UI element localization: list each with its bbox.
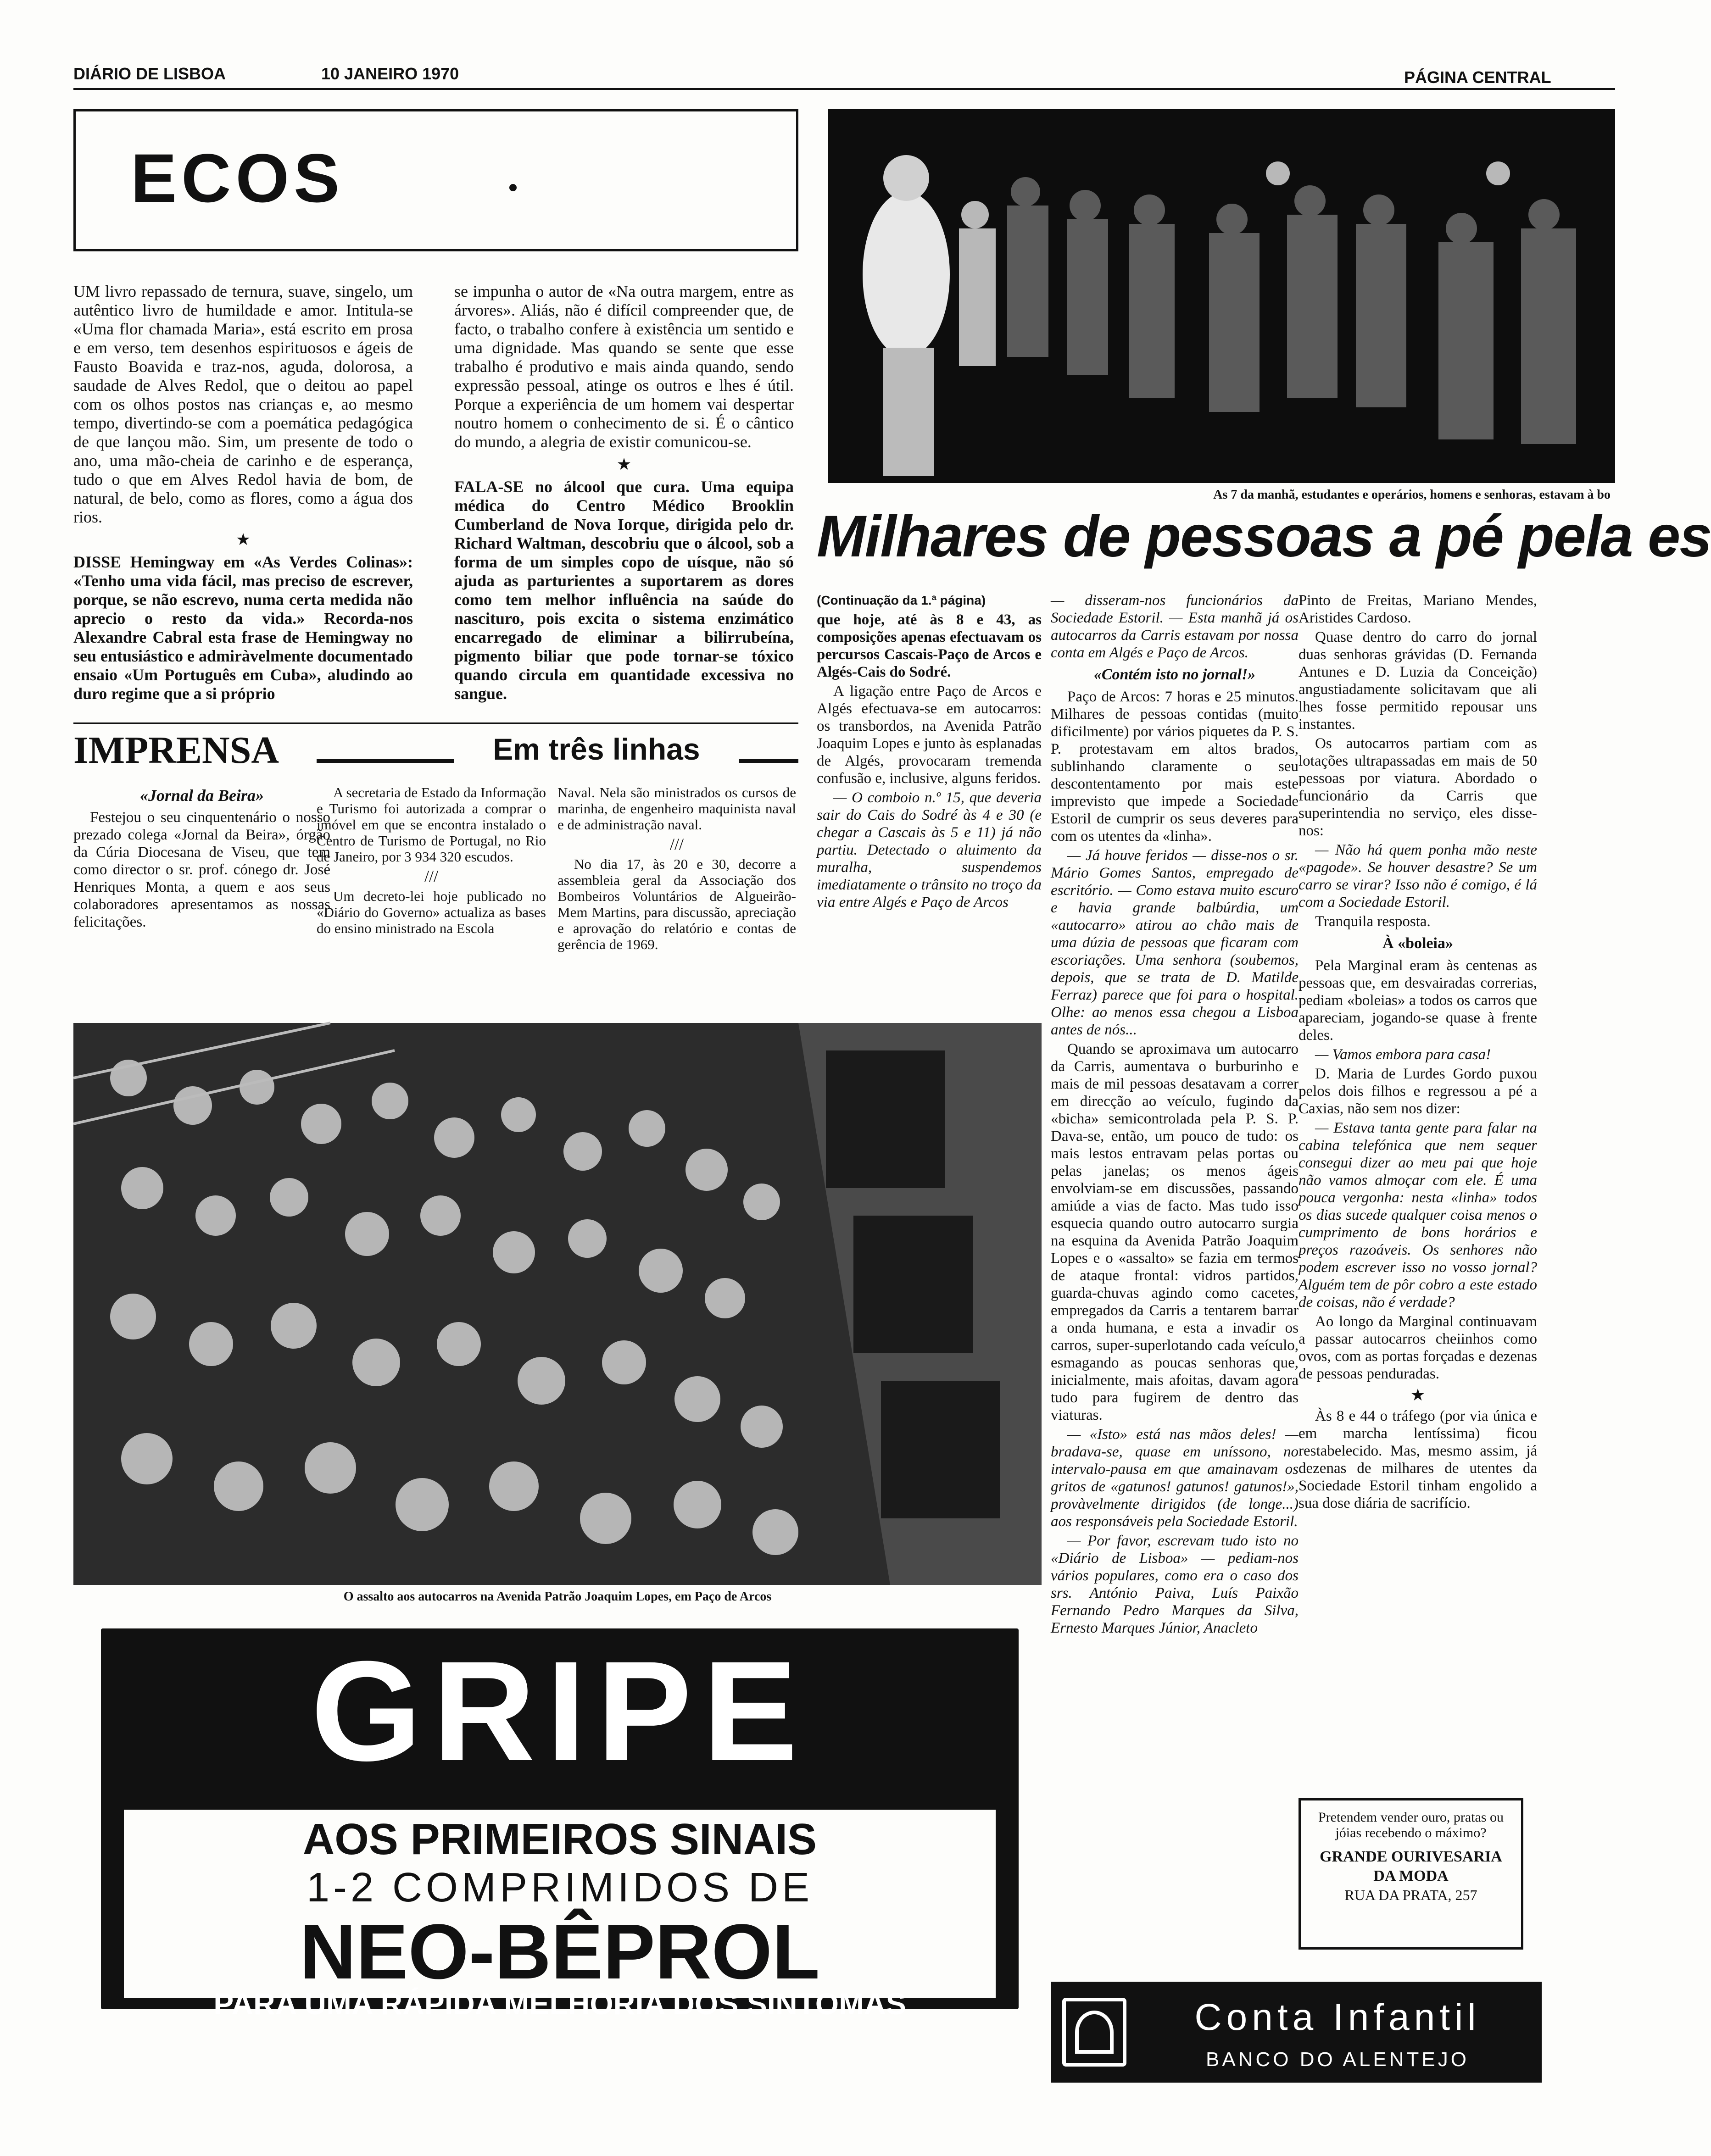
article-para: A ligação entre Paço de Arcos e Algés efectuava-se em autocarros: os transbordos, na Avenida Patrão Joaquim Lopes e junto às esplanadas de Algés, provocaram tremenda confusão e, inclusive, alguns feridos. xyxy=(817,683,1042,787)
article-para: Pela Marginal eram às centenas as pessoas que, em desvairadas correrias, pediam «boleias» a todos os carros que apareciam, jogando-se quase à frente deles. xyxy=(1299,957,1537,1044)
article-para: D. Maria de Lurdes Gordo puxou pelos dois filhos e regressou a pé a Caxias, não sem nos dizer: xyxy=(1299,1066,1537,1117)
article-para: — Por favor, escrevam tudo isto no «Diário de Lisboa» — pediam-nos vários populares, como era o caso dos srs. António Paiva, Luís Paixão Fernando Pedro Marques da Silva, Ernesto Marques Júnior, Anacleto xyxy=(1051,1533,1299,1636)
ecos-item-alcohol: FALA-SE no álcool que cura. Uma equipa médica do Centro Médico Brooklin Cumberland de Nova Iorque, dirigida pelo dr. Richard Waltman, descobriu que o álcool, sob a forma de um simples copo de uísque, não só ajuda as parturientes a suportarem as dores como tem melhor influência na saúde do nascituro, pois excita o sistema enzimático encarregado de eliminar a bilirrubeína, pigmento biliar que pode tornar-se tóxico quando circula em quantidade excessiva no sangue. xyxy=(454,478,794,703)
article-para: — «Isto» está nas mãos deles! — bradava-se, quase em uníssono, no intervalo-pausa em que amainavam os gritos de «gatunos! gatunos! gatunos!», provàvelmente dirigidos (de longe...) aos responsáveis pela Sociedade Estoril. xyxy=(1051,1426,1299,1530)
imprensa-subtitle: «Jornal da Beira» xyxy=(139,786,264,805)
article-para: Pinto de Freitas, Mariano Mendes, Aristides Cardoso. xyxy=(1299,592,1537,626)
ecos-dot xyxy=(509,184,517,191)
article-lead: que hoje, até às 8 e 43, as composições apenas efectuavam os percursos Cascais-Paço de Arcos e Algés-Cais do Sodré. xyxy=(817,611,1042,680)
gripe-ad-panel xyxy=(124,1810,996,1998)
item-separator: /// xyxy=(424,867,438,885)
article-para: — Vamos embora para casa! xyxy=(1315,1046,1491,1063)
article-para: — Estava tanta gente para falar na cabina telefónica que nem sequer consegui dizer ao meu pai que hoje não vamos almoçar com ele. É uma pouca vergonha: nesta «linha» todos os dias sucede qualquer coisa menos o cumprimento de bons horários e preços razoáveis. Os senhores não podem escrever isso no vosso jornal? Alguém tem de pôr cobro a este estado de coisas, não é verdade? xyxy=(1299,1120,1537,1311)
article-para: — O comboio n.º 15, que deveria sair do Cais do Sodré às 4 e 30 (e chegar a Cascais às 5 e 11) já não partiu. Detectado o aluimento da muralha, suspendemos imediatamente o trânsito no troço da via entre Algés e Paço de Arcos xyxy=(817,789,1042,911)
police-line-photo-image xyxy=(828,109,1615,483)
article-col3 xyxy=(1299,592,1537,1514)
subhead-boleia: À «boleia» xyxy=(1382,935,1453,952)
continuation-note: (Continuação da 1.ª página) xyxy=(817,593,986,607)
gripe-ad-line3: 1-2 COMPRIMIDOS DE xyxy=(306,1865,814,1911)
ourivesaria-ad xyxy=(1299,1798,1523,1950)
ourivesaria-ad-question: Pretendem vender ouro, pratas ou jóias recebendo o máximo? xyxy=(1318,1810,1504,1840)
bank-ad xyxy=(1051,1982,1542,2083)
item-separator: /// xyxy=(669,835,684,853)
article-para: Ao longo da Marginal continuavam a passar autocarros cheiinhos como ovos, com as portas forçadas e dezenas de pessoas penduradas. xyxy=(1299,1313,1537,1382)
ecos-item-continued: se impunha o autor de «Na outra margem, entre as árvores». Aliás, não é difícil compreender que, de facto, o trabalho confere à existência um sentido e uma dignidade. Mas quando se sente que esse trabalho é produtivo e mais ainda quando, sendo expressão pessoal, atinge os outros e lhes é útil. Porque a experiência de um homem vai despertar noutro homem o conhecimento de si. É o cântico do mundo, a alegria de existir comunicou-se. xyxy=(454,282,794,451)
imprensa-body: Festejou o seu cinquentenário o nosso prezado colega «Jornal da Beira», órgão da Cúria Diocesana de Viseu, que tem como director o sr. prof. cónego dr. José Henriques Monta, a quem e aos seus colaboradores apresentamos as nossas felicitações. xyxy=(73,809,330,930)
article-para: Os autocarros partiam com as lotações ultrapassadas em mais de 50 pessoas por viatura. Abordado o funcionário da Carris que superintendia no serviço, eles disse-nos: xyxy=(1299,735,1537,839)
imprensa-column xyxy=(73,782,330,933)
article-col2 xyxy=(1051,592,1299,1639)
tres-linhas-col2 xyxy=(557,784,796,954)
tres-linhas-item3: No dia 17, às 20 e 30, decorre a assembleia geral da Associação dos Bombeiros Voluntários de Algueirão-Mem Martins, para discussão, apreciação e aprovação do relatório e contas de gerência de 1969. xyxy=(557,856,796,952)
tres-linhas-col1 xyxy=(317,784,546,938)
ecos-title-box xyxy=(73,109,798,251)
crowd-photo-caption: O assalto aos autocarros na Avenida Patrão Joaquim Lopes, em Paço de Arcos xyxy=(343,1589,772,1604)
gripe-ad-line2: AOS PRIMEIROS SINAIS xyxy=(302,1815,817,1864)
article-para: — Já houve feridos — disse-nos o sr. Mário Gomes Santos, empregado de escritório. — Como estava muito escuro e havia grande balbúrdia, um «autocarro» atirou ao chão mais de uma dúzia de pessoas que ficaram com escoriações. Uma senhora (soubemos, depois, que se trata de D. Matilde Ferraz) parece que foi para o hospital. Olhe: ao menos essa chegou a Lisboa antes de nós... xyxy=(1051,847,1299,1038)
article-para: — Não há quem ponha mão neste «pagode». Se houver desastre? Se um carro se virar? Isso não é comigo, é lá com a Sociedade Estoril. xyxy=(1299,842,1537,911)
bank-logo-icon xyxy=(1062,1998,1126,2067)
bank-ad-title: Conta Infantil xyxy=(1194,1996,1481,2038)
tres-linhas-item2-cont: Naval. Nela são ministrados os cursos de marinha, de engenheiro maquinista naval e de administração naval. xyxy=(557,784,796,833)
article-para: — disseram-nos funcionários da Sociedade Estoril. — Esta manhã já os autocarros da Carris estavam por nossa conta em Algés e Paço de Arcos. xyxy=(1051,592,1299,661)
star-separator: ★ xyxy=(235,530,251,549)
article-para: Quando se aproximava um autocarro da Carris, aumentava o burburinho e mais de mil pessoas desatavam a correr em direcção ao veículo, fugindo da «bicha» semicontrolada pela P. S. P. Dava-se, então, um pouco de tudo: os mais lestos entravam pelas portas ou pelas janelas; os menos ágeis envolviam-se em discussões, passando amiúde a vias de facto. Mas tudo isso esquecia quando outro autocarro surgia na esquina da Avenida Patrão Joaquim Lopes e o «assalto» se fazia em termos de ataque frontal: vidros partidos, guarda-chuvas agindo como cacetes, empregados da Carris a tentarem barrar a onda humana, e esta a invadir os carros, super-superlotando cada veículo, esmagando as poucas senhoras que, inicialmente, mais afoitas, davam agora tudo para fugirem de dentro das viaturas. xyxy=(1051,1041,1299,1423)
issue-date: 10 JANEIRO 1970 xyxy=(321,64,459,83)
header-rule xyxy=(73,88,1615,90)
gripe-ad-product: NEO-BÊPROL xyxy=(300,1908,820,1995)
top-photo-caption: As 7 da manhã, estudantes e operários, homens e senhoras, estavam à bo xyxy=(1213,488,1611,502)
ourivesaria-ad-name: GRANDE OURIVESARIA xyxy=(1320,1848,1502,1865)
article-para: Quase dentro do carro do jornal duas senhoras grávidas (D. Fernanda Antunes e D. Luzia da Conceição) angustiadamente solicitavam que ali lhes fosse permitido repousar uns instantes. xyxy=(1299,629,1537,733)
crowd-photo-image xyxy=(73,1023,1042,1585)
ecos-item-hemingway: DISSE Hemingway em «As Verdes Colinas»: «Tenho uma vida fácil, mas preciso de escrever, porque, se não escrevo, numa certa medida não aprecio o resto da vida.» Recorda-nos Alexandre Cabral esta frase de Hemingway no seu entusiástico e admiràvelmente documentado ensaio «Um Português em Cuba», aludindo ao duro regime que a si próprio xyxy=(73,553,413,703)
ecos-item-book: UM livro repassado de ternura, suave, singelo, um autêntico livro de humildade e amor. Intitula-se «Uma flor chamada Maria», está escrito em prosa e em verso, tem desenhos espirituosos e ágeis de Fausto Boavida e traz-nos, aguda, dolorosa, a saudade de Alves Redol, que o deitou ao papel com os olhos postos nas crianças e, ao mesmo tempo, divertindo-se com a poemática pedagógica de que lançou mão. Sim, um presente de todo o ano, uma mão-cheia de carinho e de esperança, tudo o que em Alves Redol havia de bom, de natural, de belo, como as flores, como a água dos rios. xyxy=(73,282,413,526)
article-col1 xyxy=(817,592,1042,913)
ecos-column-left xyxy=(73,282,413,705)
crowd-photo xyxy=(73,1023,1042,1585)
tres-linhas-title: Em três linhas xyxy=(454,734,739,764)
article-para: Tranquila resposta. xyxy=(1315,913,1431,930)
section-rule xyxy=(73,722,798,724)
article-para: Paço de Arcos: 7 horas e 25 minutos. Milhares de pessoas contidas (muito dificilmente) por vários piquetes da P. S. P. protestavam em altos brados, sublinhando claramente o seu descontentamento por mais este imprevisto que impede a Sociedade Estoril de cumprir os seus deveres para com os utentes da «linha». xyxy=(1051,689,1299,845)
main-headline: Milhares de pessoas a pé pela es xyxy=(817,504,1711,569)
police-line-photo xyxy=(828,109,1615,483)
tres-linhas-item2: Um decreto-lei hoje publicado no «Diário do Governo» actualiza as bases do ensino ministrado na Escola xyxy=(317,888,546,936)
star-separator: ★ xyxy=(1410,1386,1426,1404)
bank-ad-name: BANCO DO ALENTEJO xyxy=(1206,2048,1469,2071)
ourivesaria-ad-address: RUA DA PRATA, 257 xyxy=(1344,1887,1477,1903)
gripe-ad-headline: GRIPE xyxy=(311,1631,809,1790)
imprensa-title: IMPRENSA xyxy=(73,729,279,772)
ecos-title: ECOS xyxy=(131,139,345,217)
subhead-contem: «Contém isto no jornal!» xyxy=(1093,666,1256,683)
tres-linhas-item1: A secretaria de Estado da Informação e Turismo foi autorizada a comprar o imóvel em que se encontra instalado o Centro de Turismo de Portugal, no Rio de Janeiro, por 3 934 320 escudos. xyxy=(317,784,546,865)
gripe-ad xyxy=(101,1628,1019,2009)
page-label: PÁGINA CENTRAL xyxy=(1404,68,1551,87)
article-para: Às 8 e 44 o tráfego (por via única e em marcha lentíssima) ficou restabelecido. Mas, mesmo assim, já dezenas de milhares de utentes da Sociedade Estoril tinham engolido a sua dose diária de sacrifício. xyxy=(1299,1408,1537,1511)
star-separator: ★ xyxy=(616,455,632,473)
ourivesaria-ad-name2: DA MODA xyxy=(1373,1867,1449,1884)
gripe-ad-tagline: PARA UMA RÁPIDA MELHORIA DOS SINTOMAS xyxy=(213,1987,906,2021)
ecos-column-right xyxy=(454,282,794,705)
paper-name: DIÁRIO DE LISBOA xyxy=(73,64,226,83)
